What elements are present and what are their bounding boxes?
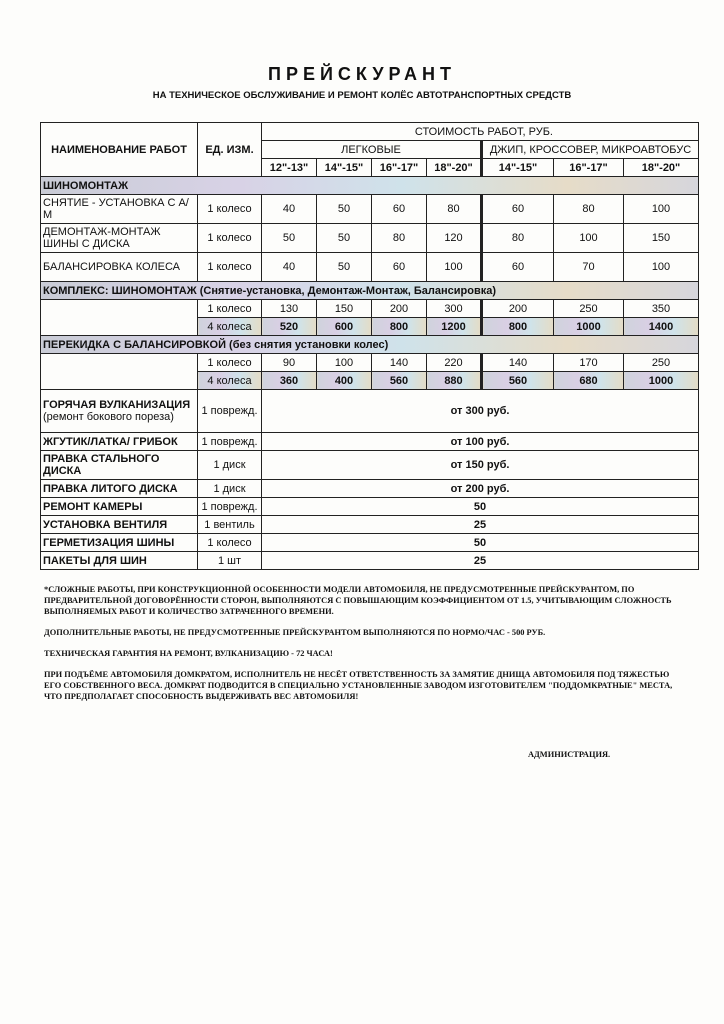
price-cell: от 150 руб. (262, 451, 699, 480)
price-cell: 200 (482, 300, 554, 318)
price-cell: 100 (317, 354, 372, 372)
note-warranty: ТЕХНИЧЕСКАЯ ГАРАНТИЯ НА РЕМОНТ, ВУЛКАНИЗАЦИЮ - 72 ЧАСА! (44, 649, 333, 658)
table-row (41, 534, 699, 552)
service-unit: 4 колеса (198, 372, 262, 390)
note-extra-works: ДОПОЛНИТЕЛЬНЫЕ РАБОТЫ, НЕ ПРЕДУСМОТРЕННЫЕ ПРЕЙСКУРАНТОМ ВЫПОЛНЯЮТСЯ ПО НОРМО/ЧАС - 500 РУБ. (44, 628, 546, 637)
table-row (41, 552, 699, 570)
service-unit: 1 поврежд. (198, 498, 262, 516)
price-cell: 140 (372, 354, 427, 372)
service-unit: 1 диск (198, 480, 262, 498)
price-cell: 560 (372, 372, 427, 390)
price-cell: 130 (262, 300, 317, 318)
service-name: РЕМОНТ КАМЕРЫ (41, 498, 198, 516)
service-name: ЖГУТИК/ЛАТКА/ ГРИБОК (41, 433, 198, 451)
price-cell: 200 (372, 300, 427, 318)
section-tire-fitting (41, 177, 699, 195)
size-header: 14"-15" (482, 159, 554, 177)
table-row (41, 300, 699, 318)
table-row (41, 253, 699, 282)
price-cell: 40 (262, 195, 317, 224)
table-row (41, 433, 699, 451)
price-cell: 100 (554, 224, 624, 253)
section-title: КОМПЛЕКС: ШИНОМОНТАЖ (Снятие-установка, Демонтаж-Монтаж, Балансировка) (41, 282, 699, 300)
page-subtitle: НА ТЕХНИЧЕСКОЕ ОБСЛУЖИВАНИЕ И РЕМОНТ КОЛЁС АВТОТРАНСПОРТНЫХ СРЕДСТВ (152, 90, 572, 101)
size-header: 18"-20" (624, 159, 699, 177)
size-header: 18"-20" (427, 159, 482, 177)
size-header: 16"-17" (372, 159, 427, 177)
service-unit: 1 колесо (198, 534, 262, 552)
service-name-empty (41, 300, 198, 336)
price-cell: 70 (554, 253, 624, 282)
price-cell: 80 (482, 224, 554, 253)
service-unit: 1 вентиль (198, 516, 262, 534)
service-unit: 1 поврежд. (198, 433, 262, 451)
price-cell: 150 (317, 300, 372, 318)
service-name: ГЕРМЕТИЗАЦИЯ ШИНЫ (41, 534, 198, 552)
price-cell: 800 (482, 318, 554, 336)
price-cell: от 100 руб. (262, 433, 699, 451)
price-cell: 880 (427, 372, 482, 390)
header-row-1 (41, 123, 699, 141)
price-cell: 60 (372, 195, 427, 224)
price-cell: 250 (554, 300, 624, 318)
service-name-note: (ремонт бокового пореза) (43, 411, 174, 423)
service-unit: 1 колесо (198, 253, 262, 282)
price-table (40, 122, 699, 570)
service-name: ПАКЕТЫ ДЛЯ ШИН (41, 552, 198, 570)
price-cell: 50 (317, 253, 372, 282)
price-cell: 100 (624, 195, 699, 224)
service-name: ПРАВКА ЛИТОГО ДИСКА (41, 480, 198, 498)
price-cell: 140 (482, 354, 554, 372)
price-cell: 25 (262, 516, 699, 534)
price-cell: 50 (317, 224, 372, 253)
service-unit: 1 диск (198, 451, 262, 480)
service-unit: 1 колесо (198, 224, 262, 253)
section-rebalance (41, 336, 699, 354)
price-cell: от 300 руб. (262, 390, 699, 433)
price-cell: 600 (317, 318, 372, 336)
table-row (41, 451, 699, 480)
section-title: ШИНОМОНТАЖ (41, 177, 699, 195)
service-name (41, 390, 198, 433)
col-name-header: НАИМЕНОВАНИЕ РАБОТ (41, 123, 198, 177)
section-title: ПЕРЕКИДКА С БАЛАНСИРОВКОЙ (без снятия установки колес) (41, 336, 699, 354)
table-row (41, 498, 699, 516)
price-cell: 1000 (554, 318, 624, 336)
price-cell: 100 (427, 253, 482, 282)
service-name: СНЯТИЕ - УСТАНОВКА С А/М (41, 195, 198, 224)
note-jack: ПРИ ПОДЪЁМЕ АВТОМОБИЛЯ ДОМКРАТОМ, ИСПОЛНИТЕЛЬ НЕ НЕСЁТ ОТВЕТСТВЕННОСТЬ ЗА ЗАМЯТИЕ ДНИЩА АВТОМОБИЛЯ ПОД ТЯЖЕСТЬЮ ЕГО СОБСТВЕННОГО ВЕСА. ДОМКРАТ ПОДВОДИТСЯ В СПЕЦИАЛЬНО УСТАНОВЛЕННЫЕ ЗАВОДОМ ИЗГОТОВИТЕЛЕМ "ПОДДОМКРАТНЫЕ" МЕСТА, ЧТО ПРЕДПОЛАГАЕТ СПОСОБНОСТЬ ВЫДЕРЖИВАТЬ ВЕС АВТОМОБИЛЯ! (44, 670, 673, 701)
price-cell: 60 (482, 253, 554, 282)
col-unit-header: ЕД. ИЗМ. (198, 123, 262, 177)
group-suv-header: ДЖИП, КРОССОВЕР, МИКРОАВТОБУС (482, 141, 699, 159)
price-cell: 50 (317, 195, 372, 224)
price-cell: от 200 руб. (262, 480, 699, 498)
service-unit: 1 шт (198, 552, 262, 570)
note-complex-works: *СЛОЖНЫЕ РАБОТЫ, ПРИ КОНСТРУКЦИОННОЙ ОСОБЕННОСТИ МОДЕЛИ АВТОМОБИЛЯ, НЕ ПРЕДУСМОТРЕННЫЕ ПРЕЙСКУРАНТОМ, ПО ПРЕДВАРИТЕЛЬНОЙ ДОГОВОРЁННОСТИ СТОРОН, ВЫПОЛНЯЮТСЯ С ПОВЫШАЮЩИМ КОЭФФИЦИЕНТОМ ОТ 1.5, УЧИТЫВАЮЩИМ СЛОЖНОСТЬ ВЫПОЛНЯЕМЫХ РАБОТ И КОЛИЧЕСТВО ЗАТРАЧЕННОГО ВРЕМЕНИ. (44, 585, 672, 616)
table-row (41, 516, 699, 534)
notes-block (44, 584, 684, 712)
page-title: ПРЕЙСКУРАНТ (268, 64, 456, 84)
price-cell: 25 (262, 552, 699, 570)
price-cell: 350 (624, 300, 699, 318)
price-cell: 50 (262, 224, 317, 253)
service-unit: 1 поврежд. (198, 390, 262, 433)
service-unit: 1 колесо (198, 195, 262, 224)
section-complex (41, 282, 699, 300)
service-unit: 4 колеса (198, 318, 262, 336)
size-header: 12"-13" (262, 159, 317, 177)
price-cell: 1400 (624, 318, 699, 336)
price-cell: 60 (372, 253, 427, 282)
price-cell: 400 (317, 372, 372, 390)
price-cell: 1200 (427, 318, 482, 336)
service-unit: 1 колесо (198, 300, 262, 318)
price-cell: 300 (427, 300, 482, 318)
price-cell: 360 (262, 372, 317, 390)
price-cell: 80 (427, 195, 482, 224)
price-cell: 100 (624, 253, 699, 282)
service-name: ПРАВКА СТАЛЬНОГО ДИСКА (41, 451, 198, 480)
price-cell: 80 (554, 195, 624, 224)
price-cell: 150 (624, 224, 699, 253)
price-cell: 50 (262, 498, 699, 516)
service-name: ДЕМОНТАЖ-МОНТАЖ ШИНЫ С ДИСКА (41, 224, 198, 253)
price-cell: 800 (372, 318, 427, 336)
price-cell: 80 (372, 224, 427, 253)
service-name: БАЛАНСИРОВКА КОЛЕСА (41, 253, 198, 282)
col-cost-header: СТОИМОСТЬ РАБОТ, РУБ. (262, 123, 699, 141)
price-cell: 40 (262, 253, 317, 282)
price-cell: 60 (482, 195, 554, 224)
price-cell: 120 (427, 224, 482, 253)
service-name-main: ГОРЯЧАЯ ВУЛКАНИЗАЦИЯ (43, 399, 191, 411)
price-cell: 1000 (624, 372, 699, 390)
price-cell: 680 (554, 372, 624, 390)
service-name-empty (41, 354, 198, 390)
price-cell: 220 (427, 354, 482, 372)
group-cars-header: ЛЕГКОВЫЕ (262, 141, 482, 159)
administration-signature: АДМИНИСТРАЦИЯ. (528, 750, 611, 759)
price-cell: 50 (262, 534, 699, 552)
price-cell: 170 (554, 354, 624, 372)
size-header: 16"-17" (554, 159, 624, 177)
price-cell: 250 (624, 354, 699, 372)
table-row (41, 195, 699, 224)
service-unit: 1 колесо (198, 354, 262, 372)
table-row (41, 390, 699, 433)
size-header: 14"-15" (317, 159, 372, 177)
price-cell: 520 (262, 318, 317, 336)
table-row (41, 224, 699, 253)
price-cell: 560 (482, 372, 554, 390)
price-cell: 90 (262, 354, 317, 372)
table-row (41, 480, 699, 498)
table-row (41, 354, 699, 372)
service-name: УСТАНОВКА ВЕНТИЛЯ (41, 516, 198, 534)
